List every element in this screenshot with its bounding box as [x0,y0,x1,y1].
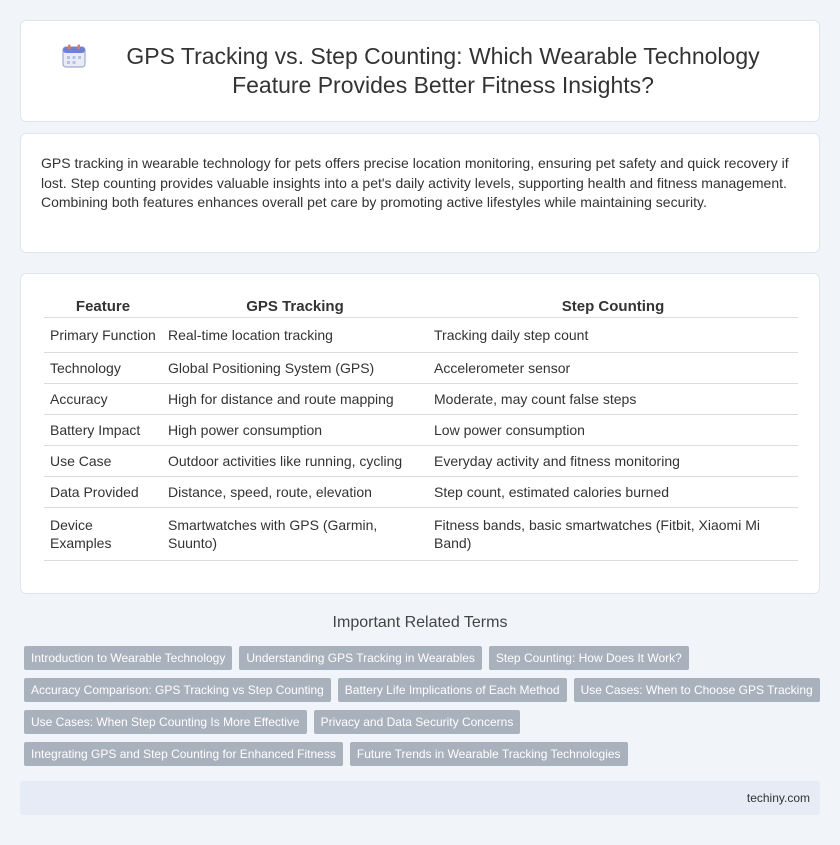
tag-link[interactable]: Battery Life Implications of Each Method [338,678,567,702]
table-row [44,477,798,508]
cell-gps: Outdoor activities like running, cycling [162,446,428,477]
tag-link[interactable]: Accuracy Comparison: GPS Tracking vs Step Counting [24,678,331,702]
cell-step: Everyday activity and fitness monitoring [428,446,798,477]
cell-step: Step count, estimated calories burned [428,477,798,508]
footer [20,781,820,815]
tag-link[interactable]: Integrating GPS and Step Counting for Enhanced Fitness [24,742,343,766]
tag-link[interactable]: Future Trends in Wearable Tracking Technologies [350,742,628,766]
cell-gps: Distance, speed, route, elevation [162,477,428,508]
title-wrap [61,42,779,100]
cell-step: Fitness bands, basic smartwatches (Fitbit, Xiaomi Mi Band) [428,508,798,561]
cell-gps: Smartwatches with GPS (Garmin, Suunto) [162,508,428,561]
cell-feature: Primary Function [44,318,162,353]
cell-feature: Technology [44,353,162,384]
related-terms-title: Important Related Terms [332,614,508,631]
cell-feature: Device Examples [44,508,162,561]
table-row [44,384,798,415]
comparison-table [44,294,798,561]
tag-link[interactable]: Introduction to Wearable Technology [24,646,232,670]
tag-link[interactable]: Understanding GPS Tracking in Wearables [239,646,482,670]
cell-feature: Battery Impact [44,415,162,446]
comparison-card [20,273,820,594]
table-row [44,415,798,446]
cell-gps: High power consumption [162,415,428,446]
cell-gps: Global Positioning System (GPS) [162,353,428,384]
tag-row [24,710,824,734]
table-row [44,446,798,477]
cell-step: Accelerometer sensor [428,353,798,384]
title-card [20,20,820,122]
intro-card [20,133,820,253]
cell-step: Moderate, may count false steps [428,384,798,415]
tag-link[interactable]: Use Cases: When Step Counting Is More Effective [24,710,307,734]
cell-gps: Real-time location tracking [162,318,428,353]
cell-step: Low power consumption [428,415,798,446]
related-terms-tags [24,646,824,774]
table-row [44,318,798,353]
footer-site-link[interactable]: techiny.com [746,791,810,805]
intro-text: GPS tracking in wearable technology for pets offers precise location monitoring, ensuring pet safety and quick recovery if lost. Step counting provides valuable insights into a pet's daily activity levels, supporting health and fitness management. Combining both features enhances overall pet care by promoting active lifestyles while maintaining security. [41,155,789,210]
cell-feature: Use Case [44,446,162,477]
tag-row [24,646,824,670]
cell-feature: Accuracy [44,384,162,415]
table-row [44,353,798,384]
cell-feature: Data Provided [44,477,162,508]
table-row [44,508,798,561]
page-title: GPS Tracking vs. Step Counting: Which Wearable Technology Feature Provides Better Fitness Insights? [126,43,760,98]
tag-link[interactable]: Use Cases: When to Choose GPS Tracking [574,678,820,702]
tag-link[interactable]: Privacy and Data Security Concerns [314,710,521,734]
tag-row [24,742,824,766]
calendar-icon [61,43,87,69]
tag-link[interactable]: Step Counting: How Does It Work? [489,646,689,670]
tag-row [24,678,824,702]
cell-step: Tracking daily step count [428,318,798,353]
header-feature: Feature [44,294,162,318]
table-header-row [44,294,798,318]
header-step: Step Counting [428,294,798,318]
cell-gps: High for distance and route mapping [162,384,428,415]
header-gps: GPS Tracking [162,294,428,318]
